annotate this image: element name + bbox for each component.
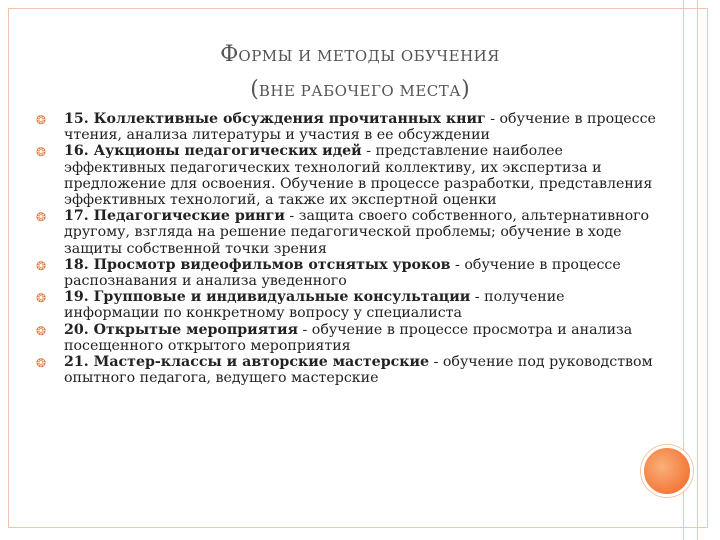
title-subtitle: ВНЕ РАБОЧЕГО МЕСТА	[258, 82, 462, 100]
bullet-icon: ❂	[36, 258, 47, 273]
method-description: - обучение под руководством опытного педагога, ведущего мастерские	[64, 354, 653, 387]
bullet-icon: ❂	[36, 145, 47, 160]
title-rest: ОРМЫ И МЕТОДЫ ОБУЧЕНИЯ	[238, 47, 500, 65]
decorative-line	[697, 0, 698, 540]
title-line-1	[80, 38, 640, 73]
decorative-circle	[641, 445, 693, 497]
method-term: 20. Открытые мероприятия	[64, 321, 298, 338]
slide-title	[80, 38, 640, 108]
method-description: - обучение в процессе распознавания и анализа уведенного	[64, 256, 621, 290]
method-term: 16. Аукционы педагогических идей	[64, 143, 362, 160]
method-term: 18. Просмотр видеофильмов отснятых уроков	[64, 256, 451, 273]
method-term: 15. Коллективные обсуждения прочитанных книг	[64, 111, 486, 127]
method-description: - обучение в процессе чтения, анализа литературы и участия в ее обсуждении	[64, 111, 656, 144]
bullet-icon: ❂	[36, 291, 47, 306]
bullet-icon: ❂	[36, 113, 47, 127]
method-description: - обучение в процессе просмотра и анализа посещенного открытого мероприятия	[64, 321, 633, 354]
bullet-icon: ❂	[36, 323, 47, 338]
list-item	[36, 143, 656, 208]
title-paren-open: (	[250, 77, 259, 102]
list-item	[36, 354, 656, 386]
title-initial: Ф	[220, 42, 239, 67]
bullet-icon: ❂	[36, 356, 47, 371]
method-description: - получение информации по конкретному вопросу у специалиста	[64, 289, 565, 322]
method-description: - защита своего собственного, альтернативного другому, взгляда на решение педагогической проблемы; обучение в ходе защиты собственной точки зрения	[64, 208, 650, 257]
list-item	[36, 289, 656, 321]
list-item	[36, 111, 656, 143]
list-item	[36, 322, 656, 354]
bullet-icon: ❂	[36, 210, 47, 225]
method-term: 21. Мастер-классы и авторские мастерские	[64, 354, 430, 371]
method-term: 17. Педагогические ринги	[64, 208, 285, 225]
list-item	[36, 257, 656, 289]
method-description: - представление наиболее эффективных педагогических технологий коллективу, их экспертиза и предложение для освоения. Обучение в процессе разработки, представления эффективных технологий, а также их экспертной оценки	[64, 143, 653, 209]
list-item	[36, 208, 656, 257]
title-line-2	[80, 73, 640, 108]
methods-list	[36, 111, 656, 386]
title-paren-close: )	[461, 77, 470, 102]
method-term: 19. Групповые и индивидуальные консультации	[64, 289, 471, 306]
